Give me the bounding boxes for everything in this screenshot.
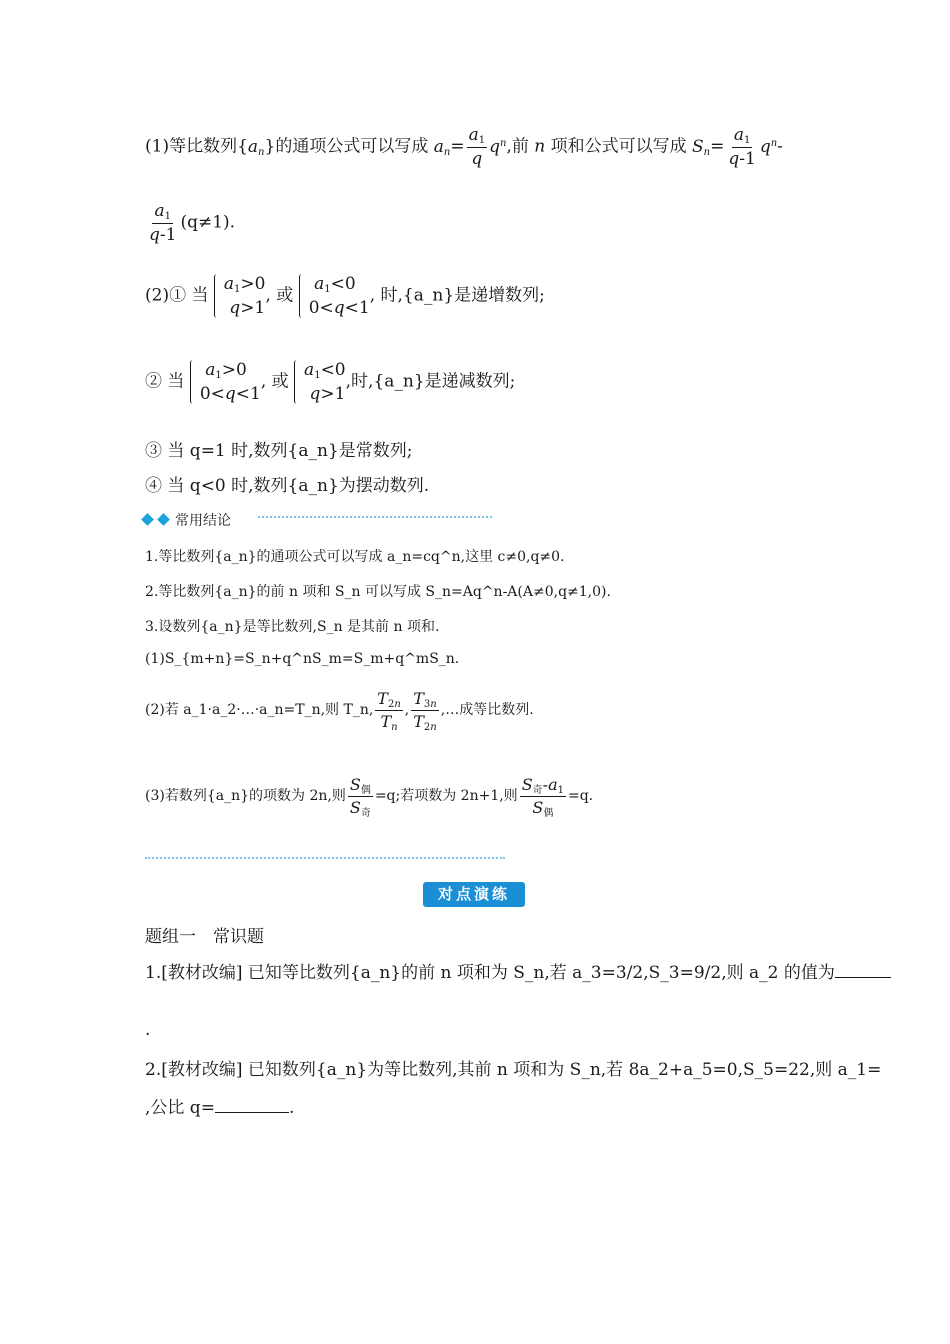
conclusion-3: 3.设数列{a_n}是等比数列,S_n 是其前 n 项和. <box>145 619 440 635</box>
practice-banner: 对点演练 <box>423 882 525 907</box>
question-2: 2.[教材改编] 已知数列{a_n}为等比数列,其前 n 项和为 S_n,若 8a_2+a_5=0,S_5=22,则 a_1= <box>145 1060 882 1080</box>
property-1-cont: $\frac{a_1}{q-1}$ (q≠1). <box>149 201 236 245</box>
conclusion-2: 2.等比数列{a_n}的前 n 项和 S_n 可以写成 S_n=Aq^n-A(A≠0,q≠1,0). <box>145 584 611 600</box>
question-1: 1.[教材改编] 已知等比数列{a_n}的前 n 项和为 S_n,若 a_3=3/2,S_3=9/2,则 a_2 的值为 <box>145 958 891 983</box>
diamond-icon <box>141 513 154 526</box>
conclusion-3-1: (1)S_{m+n}=S_n+q^nS_m=S_m+q^mS_n. <box>145 651 460 667</box>
property-3: ② 当 $a_1>0$ 0<q<1 , 或 $a_1<0$ q>1 ,时,{a_n}是递减数列; <box>145 360 516 404</box>
diamond-icon <box>157 513 170 526</box>
divider <box>145 857 505 859</box>
question-2-cont: ,公比 q= . <box>145 1098 295 1118</box>
conclusion-1: 1.等比数列{a_n}的通项公式可以写成 a_n=cq^n,这里 c≠0,q≠0. <box>145 549 565 565</box>
conclusion-3-3: (3)若数列{a_n}的项数为 2n,则 $\frac{S_偶}{S_奇}$ =q;若项数为 2n+1,则 $\frac{S_奇-a_1}{S_偶}$ =q. <box>145 775 594 819</box>
conclusions-heading: 常用结论 <box>143 510 231 530</box>
property-1: (1)等比数列$\{a_n\}$的通项公式可以写成 $a_n=$ $\frac{a_1}{q}$ $q^n$,前 n 项和公式可以写成 $S_n=$ $\frac{a_1}{q-1}$ $q^n-$ <box>145 125 783 169</box>
property-2: (2)① 当 $a_1>0$ q>1 , 或 $a_1<0$ 0<q<1 , 时,{a_n}是递增数列; <box>145 274 545 318</box>
property-5: ④ 当 q<0 时,数列{a_n}为摆动数列. <box>145 476 430 496</box>
question-1-end: . <box>145 1020 151 1040</box>
divider <box>258 516 492 518</box>
conclusion-3-2: (2)若 a_1·a_2·…·a_n=T_n,则 T_n, $\frac{T_{2n}}{T_n}$ , $\frac{T_{3n}}{T_{2n}}$ ,…成等比数列. <box>145 689 534 733</box>
property-4: ③ 当 q=1 时,数列{a_n}是常数列; <box>145 441 413 461</box>
group-title: 题组一 常识题 <box>145 927 264 947</box>
